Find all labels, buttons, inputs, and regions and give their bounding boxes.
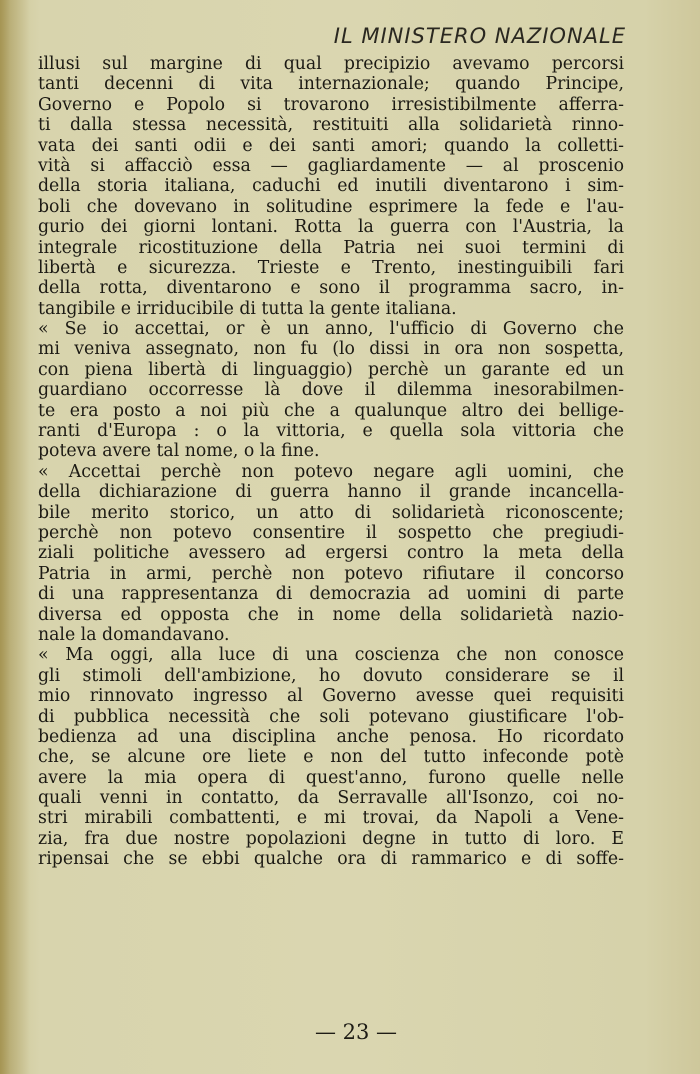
text-line: gurio dei giorni lontani. Rotta la guerra con l'Austria, la (38, 217, 624, 238)
text-line: stri mirabili combattenti, e mi trovai, da Napoli a Vene- (38, 808, 624, 829)
text-line: della dichiarazione di guerra hanno il grande incancella- (38, 482, 624, 503)
text-line: della storia italiana, caduchi ed inutili diventarono i sim- (38, 176, 624, 197)
text-line: ripensai che se ebbi qualche ora di rammarico e di soffe- (38, 849, 624, 870)
text-line: di una rappresentanza di democrazia ad uomini di parte (38, 584, 624, 605)
text-line: mio rinnovato ingresso al Governo avesse quei requisiti (38, 686, 624, 707)
text-line: vità si affacciò essa — gagliardamente — al proscenio (38, 155, 624, 176)
text-line: libertà e sicurezza. Trieste e Trento, inestinguibili fari (38, 257, 624, 278)
text-line: integrale ricostituzione della Patria nei suoi termini di (38, 237, 624, 258)
text-line: boli che dovevano in solitudine esprimere la fede e l'au- (38, 196, 624, 217)
text-line: perchè non potevo consentire il sospetto che pregiudi- (38, 522, 624, 543)
text-line: poteva avere tal nome, o la fine. (38, 441, 320, 462)
text-line: tangibile e irriducibile di tutta la gente italiana. (38, 298, 457, 319)
text-line: con piena libertà di linguaggio) perchè un garante ed un (38, 359, 624, 380)
text-line: vata dei santi odii e dei santi amori; quando la colletti- (38, 135, 624, 156)
text-line: Patria in armi, perchè non potevo rifiutare il concorso (38, 563, 624, 584)
text-line: zia, fra due nostre popolazioni degne in tutto di loro. E (38, 828, 624, 849)
text-line: ranti d'Europa : o la vittoria, e quella sola vittoria che (38, 421, 624, 442)
text-line: ti dalla stessa necessità, restituiti alla solidarietà rinno- (38, 115, 624, 136)
text-line: « Ma oggi, alla luce di una coscienza che non conosce (38, 645, 624, 666)
text-line: di pubblica necessità che soli potevano giustificare l'ob- (38, 706, 624, 727)
text-line: illusi sul margine di qual precipizio avevamo percorsi (38, 54, 624, 74)
text-line: te era posto a noi più che a qualunque altro dei bellige- (38, 400, 624, 421)
text-line: tanti decenni di vita internazionale; quando Principe, (38, 74, 624, 95)
text-line: Governo e Popolo si trovarono irresistibilmente afferra- (38, 94, 624, 115)
text-line: che, se alcune ore liete e non del tutto infeconde potè (38, 747, 624, 768)
body-text (38, 54, 624, 870)
running-header: IL MINISTERO NAZIONALE (333, 24, 626, 48)
text-line: gli stimoli dell'ambizione, ho dovuto considerare se il (38, 665, 624, 686)
text-line: bile merito storico, un atto di solidarietà riconoscente; (38, 502, 624, 523)
text-line: ziali politiche avessero ad ergersi contro la meta della (38, 543, 624, 564)
text-line: « Se io accettai, or è un anno, l'ufficio di Governo che (38, 319, 624, 340)
text-line: bedienza ad una disciplina anche penosa. Ho ricordato (38, 726, 624, 747)
text-line: mi veniva assegnato, non fu (lo dissi in ora non sospetta, (38, 339, 624, 360)
text-line: diversa ed opposta che in nome della solidarietà nazio- (38, 604, 624, 625)
text-line: avere la mia opera di quest'anno, furono quelle nelle (38, 767, 624, 788)
text-line: della rotta, diventarono e sono il programma sacro, in- (38, 278, 624, 299)
page-number: — 23 — (314, 1020, 398, 1044)
text-line: « Accettai perchè non potevo negare agli uomini, che (38, 461, 624, 482)
text-line: quali venni in contatto, da Serravalle all'Isonzo, coi no- (38, 788, 624, 809)
text-line: nale la domandavano. (38, 624, 230, 645)
text-line: guardiano occorresse là dove il dilemma inesorabilmen- (38, 380, 624, 401)
